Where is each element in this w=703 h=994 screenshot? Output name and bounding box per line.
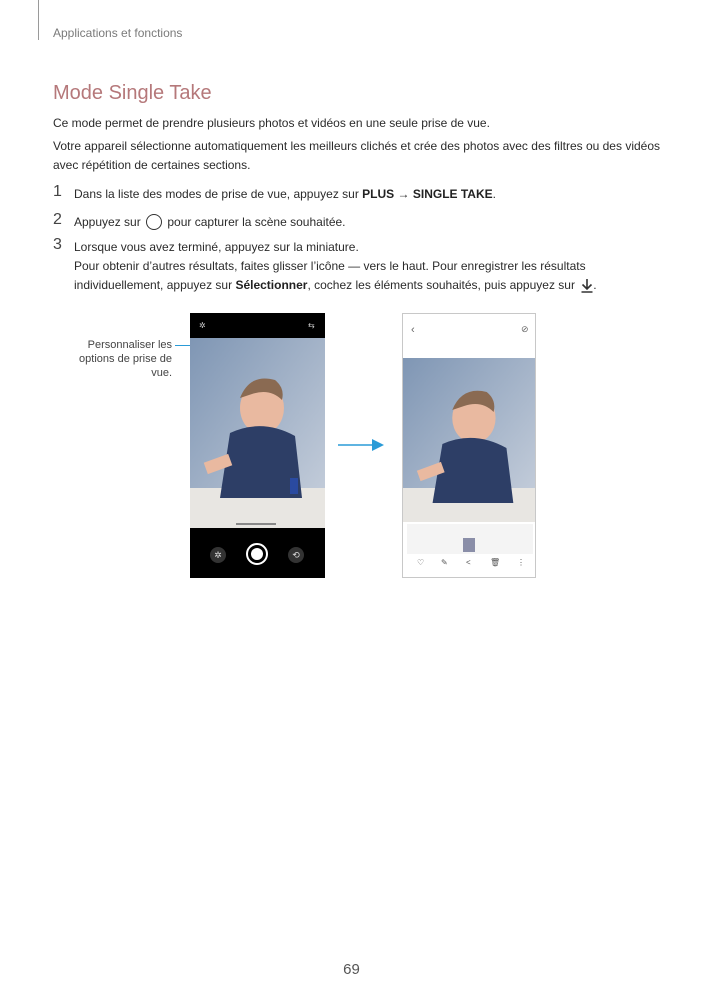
single-take-label: SINGLE TAKE <box>412 187 493 201</box>
delete-icon[interactable]: 🗑 <box>490 558 501 567</box>
shooting-options-icon[interactable]: ⇆ <box>308 321 315 330</box>
swipe-handle[interactable] <box>236 523 276 525</box>
step-text: Lorsque vous avez terminé, appuyez sur la miniature. Pour obtenir d’autres résultats, faites glisser l’icône — vers le haut. Pour enregistrer les résultats individuellement, appuyez sur Sélectionner, cochez les éléments souhaités, puis appuyez sur . <box>74 240 597 292</box>
camera-screen <box>190 313 325 578</box>
results-screen <box>402 313 536 578</box>
running-header: Applications et fonctions <box>53 26 183 40</box>
share-icon[interactable]: < <box>466 558 471 567</box>
edit-icon[interactable]: ✎ <box>441 558 448 567</box>
step-number: 1 <box>53 183 62 200</box>
result-thumbnail[interactable] <box>463 538 475 552</box>
step-number: 3 <box>53 236 62 253</box>
section-title: Mode Single Take <box>53 82 212 104</box>
step-text: Appuyez sur pour capturer la scène souhaitée. <box>74 215 346 229</box>
effects-icon[interactable]: ✲ <box>210 547 226 563</box>
settings-icon: ✲ <box>199 321 206 330</box>
bottom-toolbar <box>403 558 535 574</box>
favorite-icon[interactable]: ♡ <box>417 558 425 567</box>
back-icon[interactable]: ‹ <box>411 324 415 336</box>
flow-arrow-icon <box>338 437 386 453</box>
shutter-circle-icon <box>146 214 162 230</box>
shutter-button[interactable] <box>246 543 268 565</box>
switch-camera-icon[interactable]: ⟲ <box>288 547 304 563</box>
step-number: 2 <box>53 211 62 228</box>
plus-label: PLUS <box>362 187 395 201</box>
camera-top-bar <box>190 313 325 338</box>
intro-paragraph-2: Votre appareil sélectionne automatiquement les meilleurs clichés et crée des photos avec des filtres ou des vidéos avec répétition de certaines sections. <box>53 139 661 172</box>
callout-text: Personnaliser les options de prise de vue. <box>79 339 172 379</box>
page-number: 69 <box>343 961 360 978</box>
view-icon[interactable]: ⊘ <box>521 324 529 334</box>
header-rule <box>38 0 39 40</box>
intro-paragraph-1: Ce mode permet de prendre plusieurs photos et vidéos en une seule prise de vue. <box>53 116 490 130</box>
camera-preview-photo <box>190 338 325 528</box>
more-icon[interactable]: ⋮ <box>517 558 525 567</box>
result-photo <box>403 358 535 522</box>
step-text: Dans la liste des modes de prise de vue, appuyez sur PLUS → SINGLE TAKE. <box>74 187 496 201</box>
download-icon <box>581 278 593 293</box>
select-label: Sélectionner <box>235 278 308 292</box>
